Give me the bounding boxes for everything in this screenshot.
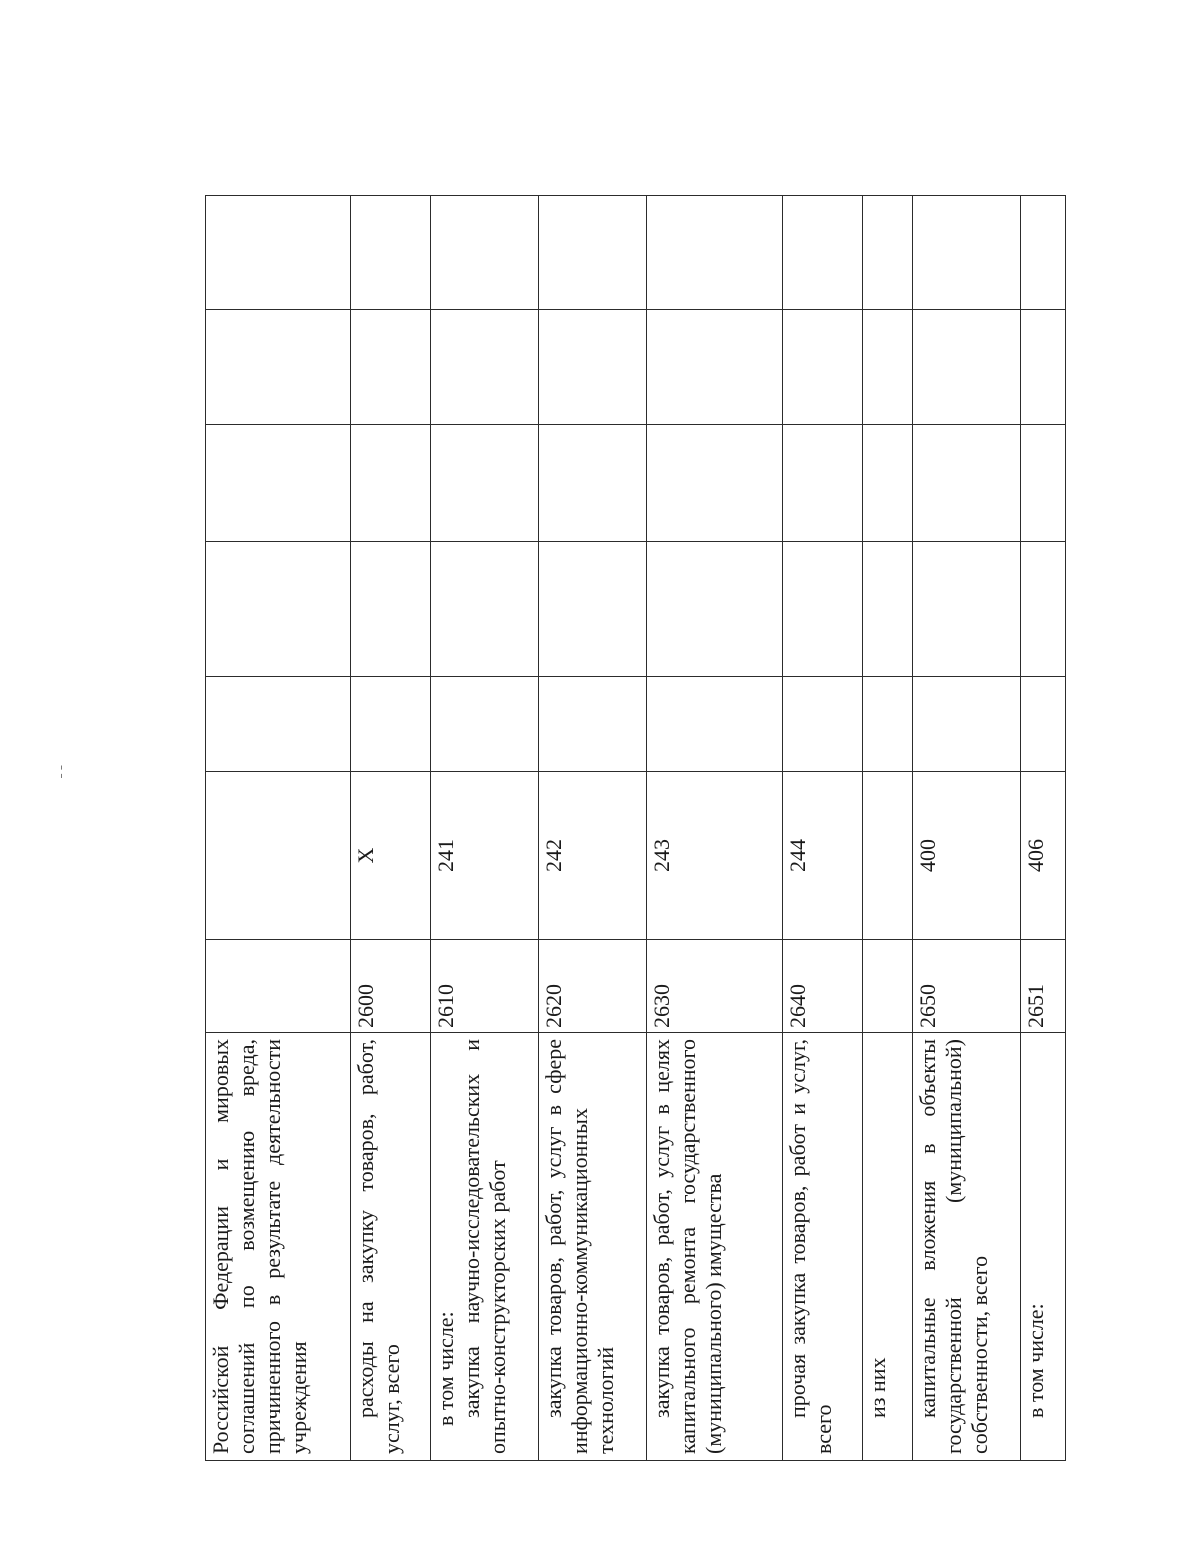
row-name-cell <box>431 1033 539 1461</box>
row-name-cell <box>1021 1033 1066 1461</box>
empty-cell <box>783 542 863 677</box>
row-name-text: прочая закупка товаров, работ и услуг, всего <box>785 1039 836 1454</box>
table-row <box>863 196 913 1461</box>
line-code-cell <box>863 940 913 1033</box>
budget-code-cell <box>206 772 351 940</box>
table-row <box>539 196 647 1461</box>
empty-cell <box>863 310 913 425</box>
table-row <box>913 196 1021 1461</box>
empty-cell <box>647 677 783 772</box>
empty-cell <box>351 677 431 772</box>
empty-cell <box>431 310 539 425</box>
empty-cell <box>647 196 783 310</box>
budget-code-cell: 243 <box>647 772 783 940</box>
empty-cell <box>913 677 1021 772</box>
line-code-cell: 2610 <box>431 940 539 1033</box>
row-name-cell <box>351 1033 431 1461</box>
empty-cell <box>863 677 913 772</box>
empty-cell <box>913 425 1021 542</box>
line-code-cell: 2620 <box>539 940 647 1033</box>
rotated-table-wrapper <box>205 196 1065 1461</box>
row-name-cell <box>913 1033 1021 1461</box>
row-name-cell <box>539 1033 647 1461</box>
row-name-text: в том числе: <box>1023 1303 1048 1418</box>
empty-cell <box>431 677 539 772</box>
row-name-text: закупка товаров, работ, услуг в сфере информационно-коммуникационных технологий <box>541 1039 618 1454</box>
empty-cell <box>1021 425 1066 542</box>
empty-cell <box>351 425 431 542</box>
line-code-cell: 2630 <box>647 940 783 1033</box>
empty-cell <box>431 425 539 542</box>
row-name-text: расходы на закупку товаров, работ, услуг, всего <box>353 1039 404 1454</box>
empty-cell <box>206 425 351 542</box>
empty-cell <box>863 196 913 310</box>
line-code-cell: 2640 <box>783 940 863 1033</box>
empty-cell <box>431 196 539 310</box>
empty-cell <box>1021 310 1066 425</box>
empty-cell <box>647 310 783 425</box>
empty-cell <box>351 310 431 425</box>
row-name-text: капитальные вложения в объекты государственной (муниципальной) собственности, всего <box>915 1039 992 1454</box>
empty-cell <box>913 196 1021 310</box>
empty-cell <box>206 677 351 772</box>
empty-cell <box>539 425 647 542</box>
line-code-cell: 2650 <box>913 940 1021 1033</box>
table-row <box>431 196 539 1461</box>
budget-code-cell: 241 <box>431 772 539 940</box>
row-name-cell: Российской Федерации и мировых соглашений по возмещению вреда, причиненного в результате деятельности учреждения <box>206 1033 351 1461</box>
budget-code-cell: 400 <box>913 772 1021 940</box>
page-mark: ¦ <box>60 764 63 779</box>
row-name-text: закупка товаров, работ, услуг в целях капитального ремонта государственного (муниципального) имущества <box>649 1039 726 1454</box>
empty-cell <box>647 542 783 677</box>
empty-cell <box>206 196 351 310</box>
empty-cell <box>1021 542 1066 677</box>
budget-code-cell: 244 <box>783 772 863 940</box>
empty-cell <box>783 425 863 542</box>
budget-code-cell: 242 <box>539 772 647 940</box>
empty-cell <box>351 196 431 310</box>
row-name-text: закупка научно-исследовательских и опытно-конструкторских работ <box>458 1039 510 1454</box>
empty-cell <box>206 310 351 425</box>
line-code-cell: 2600 <box>351 940 431 1033</box>
line-code-cell: 2651 <box>1021 940 1066 1033</box>
empty-cell <box>539 196 647 310</box>
empty-cell <box>206 542 351 677</box>
row-name-cell <box>863 1033 913 1461</box>
table-row <box>206 196 351 1461</box>
budget-expenses-table <box>205 195 1066 1461</box>
empty-cell <box>913 310 1021 425</box>
empty-cell <box>539 677 647 772</box>
row-name-text: из них <box>865 1357 890 1418</box>
empty-cell <box>431 542 539 677</box>
row-intro-text: в том числе: <box>433 1311 458 1426</box>
empty-cell <box>863 425 913 542</box>
empty-cell <box>1021 196 1066 310</box>
empty-cell <box>1021 677 1066 772</box>
empty-cell <box>647 425 783 542</box>
empty-cell <box>539 542 647 677</box>
empty-cell <box>783 677 863 772</box>
table-row <box>351 196 431 1461</box>
empty-cell <box>351 542 431 677</box>
empty-cell <box>863 542 913 677</box>
table-row <box>1021 196 1066 1461</box>
empty-cell <box>783 310 863 425</box>
row-name-cell <box>783 1033 863 1461</box>
budget-code-cell <box>863 772 913 940</box>
budget-code-cell: 406 <box>1021 772 1066 940</box>
empty-cell <box>783 196 863 310</box>
budget-code-cell: X <box>351 772 431 940</box>
table-row <box>783 196 863 1461</box>
empty-cell <box>539 310 647 425</box>
line-code-cell <box>206 940 351 1033</box>
table-row <box>647 196 783 1461</box>
row-name-cell <box>647 1033 783 1461</box>
empty-cell <box>913 542 1021 677</box>
